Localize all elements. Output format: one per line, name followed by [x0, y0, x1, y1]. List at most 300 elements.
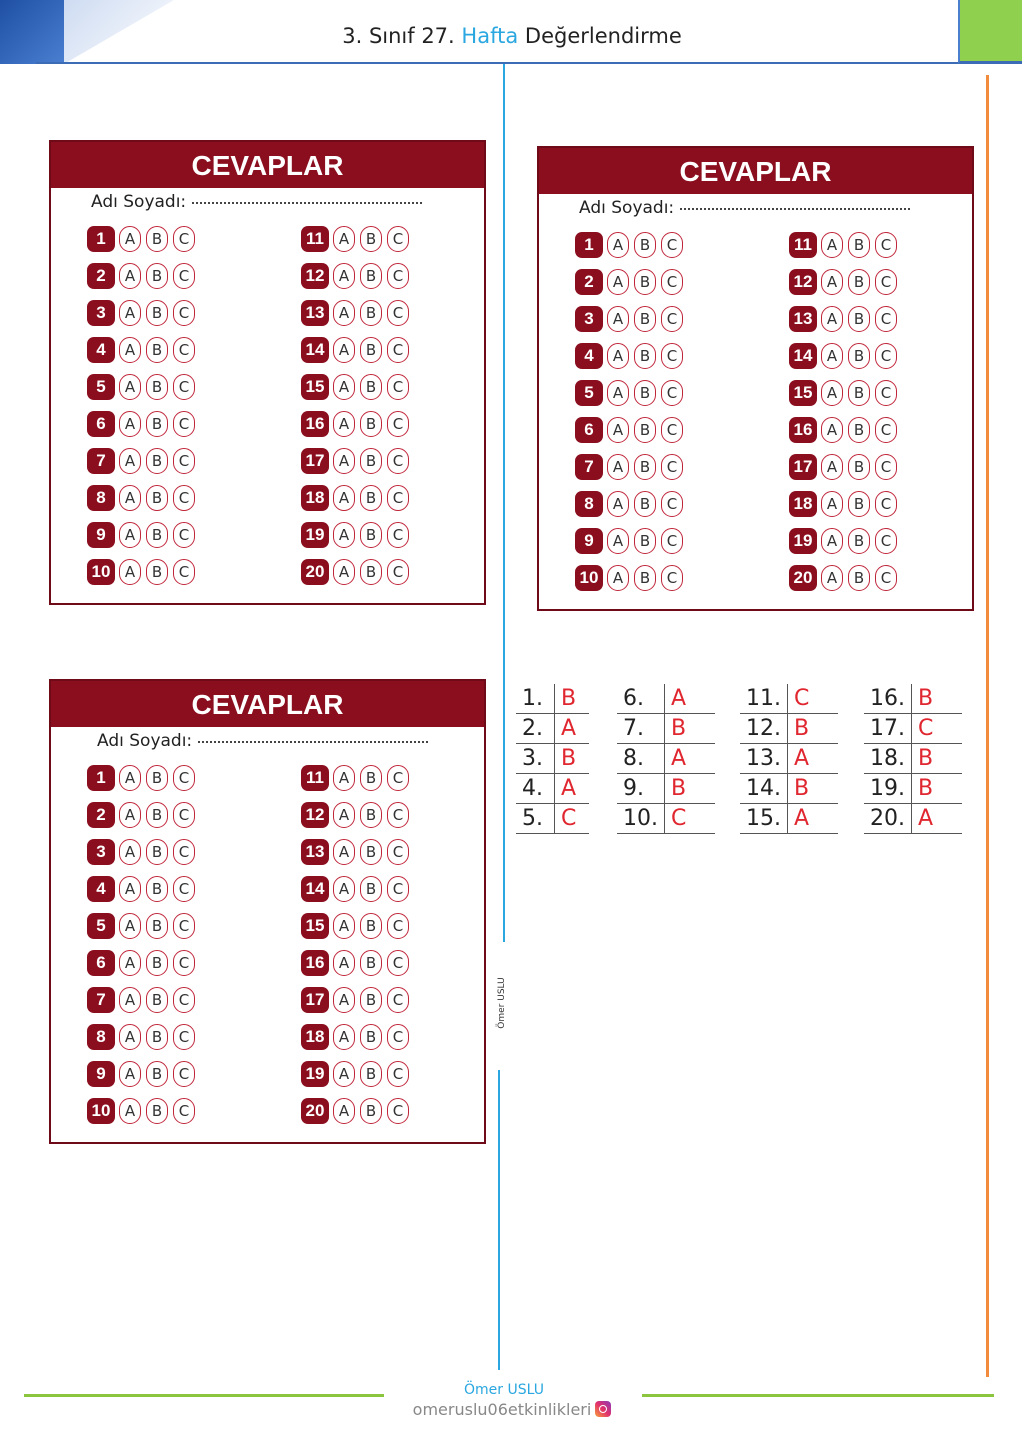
answer-key-row	[516, 744, 589, 774]
question-row	[301, 442, 414, 479]
option-bubble[interactable]: C	[173, 559, 195, 585]
option-bubble[interactable]: B	[360, 485, 382, 511]
option-bubble[interactable]: C	[387, 522, 409, 548]
option-bubble[interactable]: C	[173, 987, 195, 1013]
question-number: 20	[789, 565, 817, 591]
option-bubble[interactable]: A	[119, 987, 141, 1013]
option-bubble[interactable]: C	[875, 232, 897, 258]
option-bubble[interactable]: C	[173, 1061, 195, 1087]
center-divider-lower	[498, 1070, 500, 1370]
question-number: 9	[575, 528, 603, 554]
option-bubble[interactable]: C	[875, 269, 897, 295]
option-bubble[interactable]: B	[360, 559, 382, 585]
option-bubble[interactable]: C	[387, 485, 409, 511]
option-bubble[interactable]: A	[821, 491, 843, 517]
option-bubble[interactable]: C	[173, 876, 195, 902]
option-bubble[interactable]: A	[333, 226, 355, 252]
option-bubble[interactable]: B	[146, 485, 168, 511]
option-bubble[interactable]: B	[360, 263, 382, 289]
question-row	[87, 368, 200, 405]
option-bubble[interactable]: A	[821, 306, 843, 332]
option-bubble[interactable]: C	[387, 559, 409, 585]
option-bubble[interactable]: B	[848, 343, 870, 369]
question-row	[87, 479, 200, 516]
option-bubble[interactable]: B	[146, 1061, 168, 1087]
option-bubble[interactable]: B	[360, 1061, 382, 1087]
answer-key-letter: B	[665, 714, 716, 744]
answer-key-letter: B	[788, 774, 839, 804]
option-bubble[interactable]: C	[173, 765, 195, 791]
question-number: 11	[301, 226, 329, 252]
option-bubble[interactable]: B	[146, 950, 168, 976]
answer-key-number: 3.	[516, 744, 555, 774]
answer-key-table-1	[516, 684, 589, 834]
question-row	[789, 485, 902, 522]
option-bubble[interactable]: C	[387, 1098, 409, 1124]
answer-key-row	[617, 804, 715, 834]
option-bubble[interactable]: C	[387, 226, 409, 252]
option-bubble[interactable]: B	[634, 232, 656, 258]
option-bubble[interactable]: A	[333, 337, 355, 363]
question-row	[87, 944, 200, 981]
question-row	[789, 300, 902, 337]
answer-key-row	[864, 714, 962, 744]
answer-key-row	[617, 714, 715, 744]
option-bubble[interactable]: C	[875, 343, 897, 369]
name-label: Adı Soyadı:	[579, 198, 675, 218]
question-number: 20	[301, 1098, 329, 1124]
option-bubble[interactable]: A	[333, 1024, 355, 1050]
option-bubble[interactable]: B	[146, 765, 168, 791]
option-bubble[interactable]: C	[661, 565, 683, 591]
question-number: 12	[789, 269, 817, 295]
question-number: 14	[789, 343, 817, 369]
option-bubble[interactable]: A	[607, 343, 629, 369]
question-number: 7	[575, 454, 603, 480]
option-bubble[interactable]: B	[360, 802, 382, 828]
answer-key-letter: B	[555, 684, 590, 714]
name-field[interactable]	[192, 202, 422, 204]
question-column-left	[575, 226, 688, 596]
question-number: 8	[575, 491, 603, 517]
option-bubble[interactable]: A	[333, 411, 355, 437]
option-bubble[interactable]: C	[173, 950, 195, 976]
option-bubble[interactable]: B	[848, 380, 870, 406]
question-row	[789, 337, 902, 374]
answer-key-number: 8.	[617, 744, 665, 774]
option-bubble[interactable]: A	[333, 987, 355, 1013]
option-bubble[interactable]: B	[146, 411, 168, 437]
question-number: 9	[87, 1061, 115, 1087]
answer-key-row	[864, 684, 962, 714]
option-bubble[interactable]: B	[634, 343, 656, 369]
option-bubble[interactable]: B	[634, 417, 656, 443]
answer-key-row	[740, 684, 838, 714]
option-bubble[interactable]: A	[607, 454, 629, 480]
option-bubble[interactable]: A	[333, 1061, 355, 1087]
question-row	[301, 944, 414, 981]
question-row	[87, 1092, 200, 1129]
option-bubble[interactable]: B	[146, 559, 168, 585]
answer-key-number: 5.	[516, 804, 555, 834]
option-bubble[interactable]: B	[360, 839, 382, 865]
option-bubble[interactable]: B	[360, 374, 382, 400]
answer-key-number: 7.	[617, 714, 665, 744]
option-bubble[interactable]: A	[821, 343, 843, 369]
question-row	[789, 263, 902, 300]
option-bubble[interactable]: A	[119, 765, 141, 791]
vertical-author: Ömer USLU	[497, 977, 507, 1029]
option-bubble[interactable]: B	[146, 876, 168, 902]
question-number: 18	[301, 1024, 329, 1050]
option-bubble[interactable]: B	[146, 987, 168, 1013]
footer-author: Ömer USLU	[464, 1382, 544, 1398]
option-bubble[interactable]: C	[387, 1061, 409, 1087]
option-bubble[interactable]: C	[173, 839, 195, 865]
answer-sheet-1	[49, 140, 486, 605]
name-field[interactable]	[680, 208, 910, 210]
answer-key-letter: A	[555, 774, 590, 804]
option-bubble[interactable]: A	[119, 337, 141, 363]
option-bubble[interactable]: A	[821, 380, 843, 406]
question-number: 19	[301, 1061, 329, 1087]
name-field[interactable]	[198, 741, 428, 743]
answer-key-letter: B	[912, 744, 963, 774]
option-bubble[interactable]: A	[119, 522, 141, 548]
answer-key-number: 11.	[740, 684, 788, 714]
option-bubble[interactable]: A	[333, 950, 355, 976]
question-number: 16	[301, 950, 329, 976]
option-bubble[interactable]: C	[173, 374, 195, 400]
option-bubble[interactable]: C	[387, 913, 409, 939]
option-bubble[interactable]: B	[634, 565, 656, 591]
option-bubble[interactable]: A	[119, 839, 141, 865]
option-bubble[interactable]: A	[821, 528, 843, 554]
option-bubble[interactable]: B	[146, 300, 168, 326]
option-bubble[interactable]: B	[360, 448, 382, 474]
option-bubble[interactable]: B	[146, 374, 168, 400]
option-bubble[interactable]: B	[848, 454, 870, 480]
right-margin-line	[986, 75, 989, 1377]
instagram-icon[interactable]	[595, 1401, 611, 1417]
answer-key-row	[740, 774, 838, 804]
option-bubble[interactable]: A	[607, 565, 629, 591]
question-row	[301, 405, 414, 442]
option-bubble[interactable]: B	[360, 300, 382, 326]
option-bubble[interactable]: A	[333, 1098, 355, 1124]
option-bubble[interactable]: C	[387, 876, 409, 902]
answer-key-letter: C	[555, 804, 590, 834]
option-bubble[interactable]: A	[333, 263, 355, 289]
answer-key-table-3	[740, 684, 838, 834]
option-bubble[interactable]: A	[333, 559, 355, 585]
option-bubble[interactable]: B	[848, 232, 870, 258]
option-bubble[interactable]: C	[875, 306, 897, 332]
option-bubble[interactable]: B	[848, 528, 870, 554]
option-bubble[interactable]: A	[607, 491, 629, 517]
option-bubble[interactable]: C	[387, 300, 409, 326]
option-bubble[interactable]: A	[119, 374, 141, 400]
option-bubble[interactable]: B	[146, 1024, 168, 1050]
option-bubble[interactable]: C	[173, 337, 195, 363]
option-bubble[interactable]: A	[119, 448, 141, 474]
option-bubble[interactable]: C	[387, 448, 409, 474]
question-column-right	[301, 220, 414, 590]
question-row	[575, 337, 688, 374]
option-bubble[interactable]: A	[821, 269, 843, 295]
option-bubble[interactable]: B	[360, 765, 382, 791]
question-row	[575, 522, 688, 559]
question-row	[575, 300, 688, 337]
option-bubble[interactable]: B	[360, 522, 382, 548]
answer-key-number: 6.	[617, 684, 665, 714]
option-bubble[interactable]: A	[333, 876, 355, 902]
option-bubble[interactable]: A	[333, 839, 355, 865]
option-bubble[interactable]: A	[607, 269, 629, 295]
option-bubble[interactable]: B	[360, 1098, 382, 1124]
question-number: 15	[301, 374, 329, 400]
question-row	[575, 485, 688, 522]
option-bubble[interactable]: C	[387, 337, 409, 363]
answer-key-row	[740, 804, 838, 834]
question-number: 17	[789, 454, 817, 480]
option-bubble[interactable]: A	[607, 417, 629, 443]
option-bubble[interactable]: C	[173, 485, 195, 511]
question-row	[301, 294, 414, 331]
option-bubble[interactable]: A	[333, 448, 355, 474]
question-row	[575, 559, 688, 596]
footer-handle-row	[0, 1400, 1024, 1419]
answer-key-table-4	[864, 684, 962, 834]
question-number: 5	[87, 374, 115, 400]
option-bubble[interactable]: C	[661, 417, 683, 443]
option-bubble[interactable]: A	[607, 306, 629, 332]
option-bubble[interactable]: C	[173, 1098, 195, 1124]
option-bubble[interactable]: A	[119, 876, 141, 902]
option-bubble[interactable]: A	[333, 802, 355, 828]
question-number: 10	[87, 559, 115, 585]
option-bubble[interactable]: A	[333, 765, 355, 791]
option-bubble[interactable]: C	[661, 306, 683, 332]
option-bubble[interactable]: B	[848, 417, 870, 443]
question-number: 12	[301, 802, 329, 828]
option-bubble[interactable]: B	[360, 950, 382, 976]
answer-key-letter: B	[665, 774, 716, 804]
option-bubble[interactable]: B	[146, 263, 168, 289]
option-bubble[interactable]: C	[387, 950, 409, 976]
answer-key-row	[617, 744, 715, 774]
name-line	[579, 198, 910, 218]
question-row	[87, 1055, 200, 1092]
answer-key-letter: C	[788, 684, 839, 714]
option-bubble[interactable]: A	[119, 1098, 141, 1124]
option-bubble[interactable]: A	[821, 454, 843, 480]
option-bubble[interactable]: B	[848, 491, 870, 517]
option-bubble[interactable]: C	[875, 454, 897, 480]
option-bubble[interactable]: B	[146, 337, 168, 363]
answer-key-letter: A	[555, 714, 590, 744]
option-bubble[interactable]: A	[821, 417, 843, 443]
option-bubble[interactable]: C	[387, 839, 409, 865]
option-bubble[interactable]: C	[661, 343, 683, 369]
option-bubble[interactable]: B	[634, 306, 656, 332]
question-row	[575, 448, 688, 485]
question-row	[301, 1092, 414, 1129]
answer-key-letter: A	[665, 744, 716, 774]
question-number: 16	[789, 417, 817, 443]
option-bubble[interactable]: B	[146, 448, 168, 474]
option-bubble[interactable]: A	[333, 374, 355, 400]
option-bubble[interactable]: A	[119, 913, 141, 939]
option-bubble[interactable]: B	[360, 337, 382, 363]
option-bubble[interactable]: B	[360, 411, 382, 437]
question-number: 8	[87, 485, 115, 511]
option-bubble[interactable]: C	[387, 987, 409, 1013]
option-bubble[interactable]: A	[119, 411, 141, 437]
answer-key-row	[864, 774, 962, 804]
option-bubble[interactable]: A	[119, 802, 141, 828]
question-row	[301, 220, 414, 257]
option-bubble[interactable]: C	[875, 528, 897, 554]
option-bubble[interactable]: C	[661, 454, 683, 480]
answer-key-number: 13.	[740, 744, 788, 774]
option-bubble[interactable]: B	[848, 565, 870, 591]
question-number: 18	[301, 485, 329, 511]
option-bubble[interactable]: A	[119, 485, 141, 511]
option-bubble[interactable]: A	[119, 300, 141, 326]
option-bubble[interactable]: C	[387, 765, 409, 791]
option-bubble[interactable]: B	[634, 380, 656, 406]
option-bubble[interactable]: C	[173, 263, 195, 289]
question-row	[575, 263, 688, 300]
option-bubble[interactable]: C	[875, 491, 897, 517]
option-bubble[interactable]: A	[333, 485, 355, 511]
option-bubble[interactable]: C	[875, 380, 897, 406]
question-row	[301, 516, 414, 553]
option-bubble[interactable]: C	[661, 528, 683, 554]
answer-key-row	[516, 714, 589, 744]
option-bubble[interactable]: C	[387, 802, 409, 828]
option-bubble[interactable]: C	[661, 269, 683, 295]
option-bubble[interactable]: C	[661, 491, 683, 517]
option-bubble[interactable]: A	[119, 226, 141, 252]
question-column-right	[789, 226, 902, 596]
option-bubble[interactable]: C	[173, 411, 195, 437]
option-bubble[interactable]: B	[360, 913, 382, 939]
question-number: 14	[301, 876, 329, 902]
question-row	[789, 522, 902, 559]
question-number: 13	[301, 300, 329, 326]
option-bubble[interactable]: B	[634, 528, 656, 554]
option-bubble[interactable]: B	[146, 802, 168, 828]
option-bubble[interactable]: B	[634, 269, 656, 295]
option-bubble[interactable]: A	[119, 559, 141, 585]
option-bubble[interactable]: B	[360, 226, 382, 252]
option-bubble[interactable]: C	[387, 374, 409, 400]
option-bubble[interactable]: A	[821, 565, 843, 591]
option-bubble[interactable]: B	[146, 226, 168, 252]
option-bubble[interactable]: C	[173, 1024, 195, 1050]
question-number: 4	[575, 343, 603, 369]
option-bubble[interactable]: C	[173, 448, 195, 474]
option-bubble[interactable]: C	[173, 802, 195, 828]
page-title	[0, 24, 1024, 48]
option-bubble[interactable]: B	[146, 1098, 168, 1124]
question-row	[301, 368, 414, 405]
option-bubble[interactable]: A	[333, 300, 355, 326]
answer-key-letter: C	[665, 804, 716, 834]
option-bubble[interactable]: C	[661, 380, 683, 406]
answer-key-number: 10.	[617, 804, 665, 834]
option-bubble[interactable]: C	[661, 232, 683, 258]
option-bubble[interactable]: B	[360, 876, 382, 902]
question-number: 4	[87, 337, 115, 363]
option-bubble[interactable]: C	[173, 226, 195, 252]
question-number: 3	[87, 839, 115, 865]
option-bubble[interactable]: C	[875, 565, 897, 591]
answer-key-number: 12.	[740, 714, 788, 744]
option-bubble[interactable]: B	[634, 491, 656, 517]
option-bubble[interactable]: B	[848, 306, 870, 332]
question-number: 19	[301, 522, 329, 548]
question-number: 6	[87, 411, 115, 437]
answer-key-row	[516, 774, 589, 804]
answer-key-letter: C	[912, 714, 963, 744]
sheet-title: CEVAPLAR	[539, 148, 972, 197]
option-bubble[interactable]: A	[333, 522, 355, 548]
option-bubble[interactable]: A	[119, 1061, 141, 1087]
question-number: 20	[301, 559, 329, 585]
option-bubble[interactable]: A	[821, 232, 843, 258]
option-bubble[interactable]: C	[173, 300, 195, 326]
question-number: 1	[87, 765, 115, 791]
option-bubble[interactable]: B	[848, 269, 870, 295]
answer-key-letter: A	[665, 684, 716, 714]
option-bubble[interactable]: B	[360, 987, 382, 1013]
option-bubble[interactable]: B	[146, 913, 168, 939]
question-number: 13	[301, 839, 329, 865]
option-bubble[interactable]: A	[607, 380, 629, 406]
option-bubble[interactable]: B	[146, 839, 168, 865]
center-divider	[503, 64, 505, 942]
option-bubble[interactable]: B	[634, 454, 656, 480]
question-number: 3	[575, 306, 603, 332]
option-bubble[interactable]: A	[607, 528, 629, 554]
option-bubble[interactable]: B	[146, 522, 168, 548]
option-bubble[interactable]: C	[387, 1024, 409, 1050]
option-bubble[interactable]: A	[607, 232, 629, 258]
option-bubble[interactable]: A	[333, 913, 355, 939]
option-bubble[interactable]: C	[387, 263, 409, 289]
option-bubble[interactable]: C	[173, 913, 195, 939]
option-bubble[interactable]: A	[119, 950, 141, 976]
answer-key-row	[864, 804, 962, 834]
question-row	[301, 1018, 414, 1055]
question-row	[301, 833, 414, 870]
option-bubble[interactable]: C	[173, 522, 195, 548]
option-bubble[interactable]: A	[119, 1024, 141, 1050]
option-bubble[interactable]: B	[360, 1024, 382, 1050]
question-row	[87, 331, 200, 368]
question-number: 19	[789, 528, 817, 554]
option-bubble[interactable]: A	[119, 263, 141, 289]
footer-handle[interactable]: omeruslu06etkinlikleri	[412, 1400, 592, 1419]
option-bubble[interactable]: C	[387, 411, 409, 437]
question-number: 6	[87, 950, 115, 976]
option-bubble[interactable]: C	[875, 417, 897, 443]
title-accent: Hafta	[461, 24, 519, 48]
question-row	[87, 907, 200, 944]
